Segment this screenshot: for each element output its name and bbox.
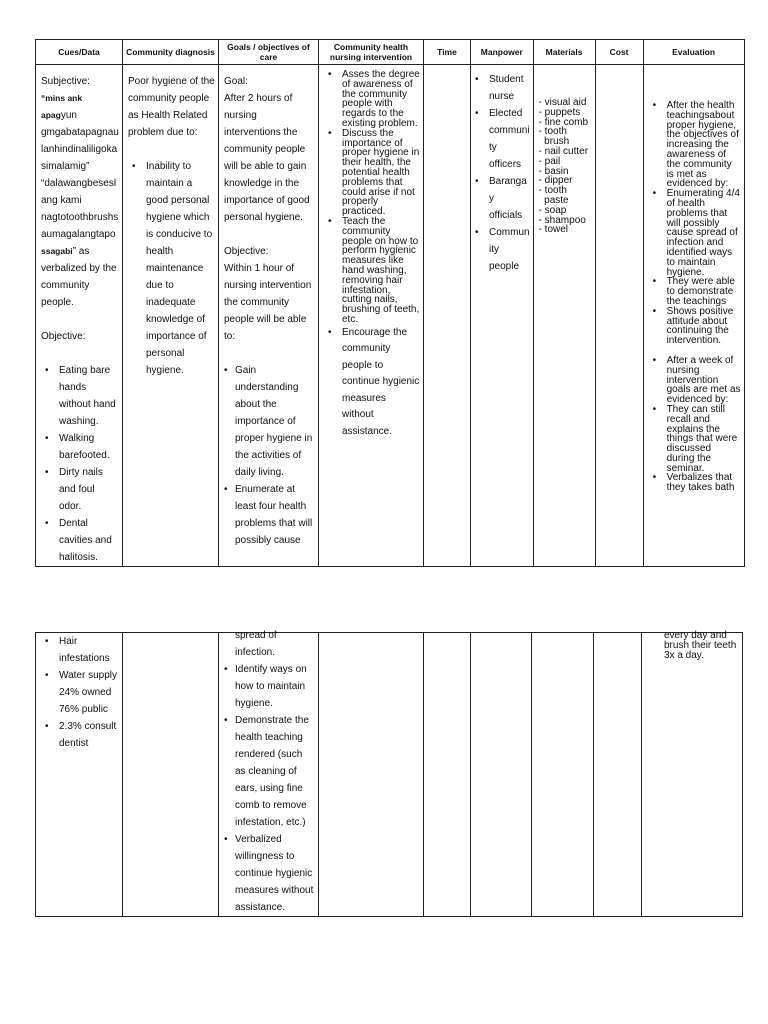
list-item: • Demonstrate the health teaching rendered (such as cleaning of ears, using fine comb to remove infestation, etc.) bbox=[224, 712, 315, 831]
list-item: • After the health teachingsabout proper hygiene, the objectives of increasing the awareness of the community is met as evidenced by: bbox=[649, 101, 741, 189]
cues-data-cell bbox=[36, 65, 123, 567]
community-diagnosis-cell bbox=[123, 65, 219, 567]
diagnosis-list bbox=[128, 158, 215, 379]
header-materials: Materials bbox=[533, 40, 595, 65]
quote-line: aumagalangtapo bbox=[41, 229, 116, 240]
continuation-row bbox=[36, 633, 743, 917]
time-cell bbox=[424, 65, 471, 567]
list-item: • Dental cavities and halitosis. bbox=[41, 515, 119, 566]
list-item: • They were able to demonstrate the teachings bbox=[649, 277, 741, 306]
header-community-diagnosis: Community diagnosis bbox=[123, 40, 219, 65]
objective-text: Within 1 hour of nursing intervention the community people will be able to: bbox=[224, 263, 312, 342]
quote-line: ang kami bbox=[41, 195, 82, 206]
material-item: - puppets bbox=[538, 106, 581, 118]
material-item: - shampoo bbox=[538, 214, 586, 226]
care-plan-table-page-1 bbox=[35, 39, 745, 567]
material-item: brush bbox=[538, 136, 570, 148]
evaluation-list-b bbox=[649, 356, 741, 493]
header-evaluation: Evaluation bbox=[643, 40, 744, 65]
care-plan-table-page-2 bbox=[35, 632, 743, 917]
objective-label: Objective: bbox=[224, 246, 269, 257]
intervention-cell bbox=[319, 65, 424, 567]
list-item: • 2.3% consult dentist bbox=[41, 718, 119, 752]
header-goals-objectives: Goals / objectives of care bbox=[219, 40, 319, 65]
evaluation-cell-cont bbox=[642, 630, 743, 917]
verbalized-line: verbalized by the bbox=[41, 263, 117, 274]
list-item: • Commun ity people bbox=[471, 224, 530, 275]
list-item: • After a week of nursing intervention goals are met as evidenced by: bbox=[649, 356, 741, 405]
subjective-label: Subjective: bbox=[41, 76, 90, 87]
quote-line: “dalawangbesesl bbox=[41, 178, 117, 189]
cues-data-cell-cont bbox=[36, 633, 123, 917]
objective-label: Objective: bbox=[41, 331, 86, 342]
quote-end-bold: ssagabi bbox=[41, 246, 73, 256]
material-item: - visual aid bbox=[538, 97, 587, 108]
manpower-cell bbox=[471, 65, 534, 567]
material-item: - towel bbox=[538, 224, 569, 236]
material-item: - soap bbox=[538, 204, 567, 216]
list-item: • Encourage the community people to continue hygienic measures without assistance. bbox=[324, 325, 420, 441]
list-item: • Shows positive attitude about continuing the intervention. bbox=[649, 307, 741, 346]
evaluation-continued-text: every day and brush their teeth 3x a day. bbox=[664, 630, 737, 661]
manpower-cell-cont bbox=[471, 633, 532, 917]
header-cost: Cost bbox=[595, 40, 643, 65]
materials-cell bbox=[533, 65, 595, 567]
quote-line: simalamig” bbox=[41, 161, 90, 172]
list-item: • Verbalized willingness to continue hygienic measures without assistance. bbox=[224, 831, 315, 916]
body-row bbox=[36, 65, 745, 567]
quote-line: lanhindinaliligoka bbox=[41, 144, 118, 155]
list-item: • Enumerate at least four health problems that will possibly cause bbox=[224, 481, 315, 549]
verbalized-line: people. bbox=[41, 297, 74, 308]
header-intervention: Community health nursing intervention bbox=[319, 40, 424, 65]
goals-continued-text: spread of infection. bbox=[235, 630, 277, 658]
header-manpower: Manpower bbox=[471, 40, 534, 65]
material-item: paste bbox=[538, 194, 569, 206]
list-item: • Gain understanding about the importance of proper hygiene in the activities of daily living. bbox=[224, 362, 315, 481]
material-item: - nail cutter bbox=[538, 145, 589, 157]
verbalized-line: community bbox=[41, 280, 90, 291]
goals-objectives-cell bbox=[219, 65, 319, 567]
list-item: • Inability to maintain a good personal hygiene which is conducive to health maintenance due to inadequate knowledge of importance of personal hygiene. bbox=[128, 158, 215, 379]
list-item: • Identify ways on how to maintain hygiene. bbox=[224, 661, 315, 712]
header-time: Time bbox=[424, 40, 471, 65]
material-item: - basin bbox=[538, 165, 569, 177]
material-item: - tooth bbox=[538, 185, 567, 197]
header-row bbox=[36, 40, 745, 65]
goals-objectives-cell-cont bbox=[219, 630, 319, 917]
quote-end-rest: ” as bbox=[72, 246, 90, 257]
goal-text: After 2 hours of nursing interventions the community people will be able to gain knowledge in the importance of good personal hygiene. bbox=[224, 93, 310, 223]
goals-cont-list bbox=[224, 661, 315, 916]
intervention-cell-cont bbox=[319, 633, 424, 917]
material-item: - pail bbox=[538, 155, 561, 167]
list-item: • Teach the community people on how to perform hygienic measures like hand washing, removing hair infestation, cutting nails, brushing of teeth, etc. bbox=[324, 217, 420, 325]
list-item: • Eating bare hands without hand washing. bbox=[41, 362, 119, 430]
quote-suffix: yun bbox=[60, 110, 77, 121]
materials-cell-cont bbox=[532, 633, 594, 917]
material-item: - dipper bbox=[538, 175, 573, 187]
list-item: • Water supply 24% owned 76% public bbox=[41, 667, 119, 718]
list-item: • Dirty nails and foul odor. bbox=[41, 464, 119, 515]
goal-objectives-list bbox=[224, 362, 315, 549]
cues-cont-list bbox=[41, 633, 119, 752]
quote-small-text: “mins ank apag bbox=[41, 93, 83, 120]
list-item: • Hair infestations bbox=[41, 633, 119, 667]
list-item: • They can still recall and explains the things that were discussed during the seminar. bbox=[649, 405, 741, 474]
list-item: • Asses the degree of awareness of the community people with regards to the existing problem. bbox=[324, 70, 420, 129]
header-cues-data: Cues/Data bbox=[36, 40, 123, 65]
community-diagnosis-cell-cont bbox=[123, 633, 219, 917]
goal-label: Goal: bbox=[224, 76, 248, 87]
cost-cell bbox=[595, 65, 643, 567]
diagnosis-intro: Poor hygiene of the community people as Health Related problem due to: bbox=[128, 76, 215, 138]
list-item: • Enumerating 4/4 of health problems that will possibly cause spread of infection and identified ways to maintain hygiene. bbox=[649, 189, 741, 277]
quote-line: nagtotoothbrushs bbox=[41, 212, 119, 223]
manpower-list bbox=[471, 71, 530, 275]
list-item: • Verbalizes that they takes bath bbox=[649, 473, 741, 493]
material-item: - tooth bbox=[538, 126, 567, 138]
quote-line: gmgabatapagnau bbox=[41, 127, 119, 138]
list-item: • Elected communi ty officers bbox=[471, 105, 530, 173]
material-item: - fine comb bbox=[538, 116, 589, 128]
evaluation-cell bbox=[643, 65, 744, 567]
list-item: • Walking barefooted. bbox=[41, 430, 119, 464]
list-item: • Baranga y officials bbox=[471, 173, 530, 224]
list-item: • Student nurse bbox=[471, 71, 530, 105]
evaluation-list-a bbox=[649, 101, 741, 346]
cost-cell-cont bbox=[594, 633, 642, 917]
objective-cues-list bbox=[41, 362, 119, 566]
list-item: • Discuss the importance of proper hygiene in their health, the potential health problems that could arise if not properly practiced. bbox=[324, 129, 420, 217]
subjective-quote-line bbox=[41, 90, 119, 124]
quote-end-line bbox=[41, 243, 119, 260]
time-cell-cont bbox=[424, 633, 471, 917]
intervention-list bbox=[324, 70, 420, 440]
